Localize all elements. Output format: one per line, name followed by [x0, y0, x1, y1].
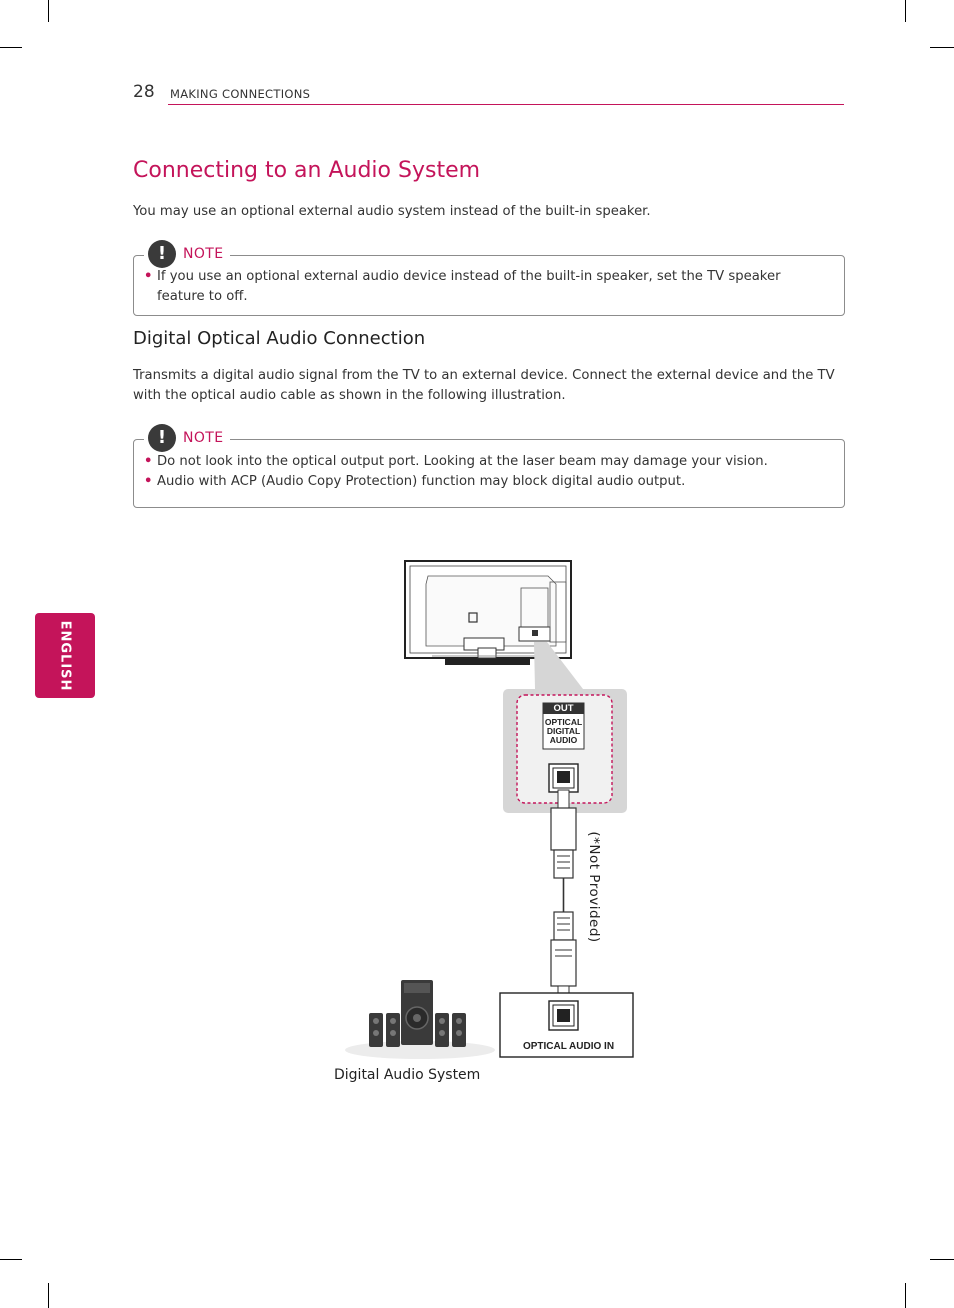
subsection-description: Transmits a digital audio signal from the TV to an external device. Connect the external device and the TV with the optical audio cable as shown in the following illustration. — [133, 368, 835, 403]
port-name-line: DIGITAL — [546, 726, 581, 736]
exclamation-icon: ! — [148, 424, 176, 452]
intro-text: You may use an optional external audio system instead of the built-in speaker. — [133, 204, 651, 219]
note-label: NOTE — [183, 430, 224, 446]
note-item-text: Audio with ACP (Audio Copy Protection) function may block digital audio output. — [157, 474, 686, 489]
optical-cable — [551, 790, 576, 1003]
optical-out-port — [549, 764, 578, 792]
bullet-icon: • — [144, 269, 153, 284]
optical-in-label: OPTICAL AUDIO IN — [522, 1041, 615, 1052]
port-name-line: AUDIO — [549, 735, 578, 745]
running-header-section: MAKING CONNECTIONS — [170, 87, 311, 101]
cable-note: (*Not Provided) — [586, 831, 602, 943]
port-out-label: OUT — [553, 703, 574, 714]
language-tab-label: ENGLISH — [57, 620, 73, 691]
port-name-line: OPTICAL — [544, 717, 583, 727]
exclamation-icon: ! — [148, 240, 176, 268]
device-label: Digital Audio System — [334, 1067, 481, 1083]
note-item-text: Do not look into the optical output port. Looking at the laser beam may damage your vision. — [157, 454, 768, 469]
subsection-title: Digital Optical Audio Connection — [133, 328, 426, 349]
speaker-system-icon — [345, 980, 495, 1059]
note-item-text: If you use an optional external audio device instead of the built-in speaker, set the TV speaker feature to off. — [157, 269, 781, 304]
bullet-icon: • — [144, 454, 153, 469]
page-title: Connecting to an Audio System — [133, 158, 481, 183]
note-label: NOTE — [183, 246, 224, 262]
bullet-icon: • — [144, 474, 153, 489]
page-number: 28 — [133, 82, 155, 102]
